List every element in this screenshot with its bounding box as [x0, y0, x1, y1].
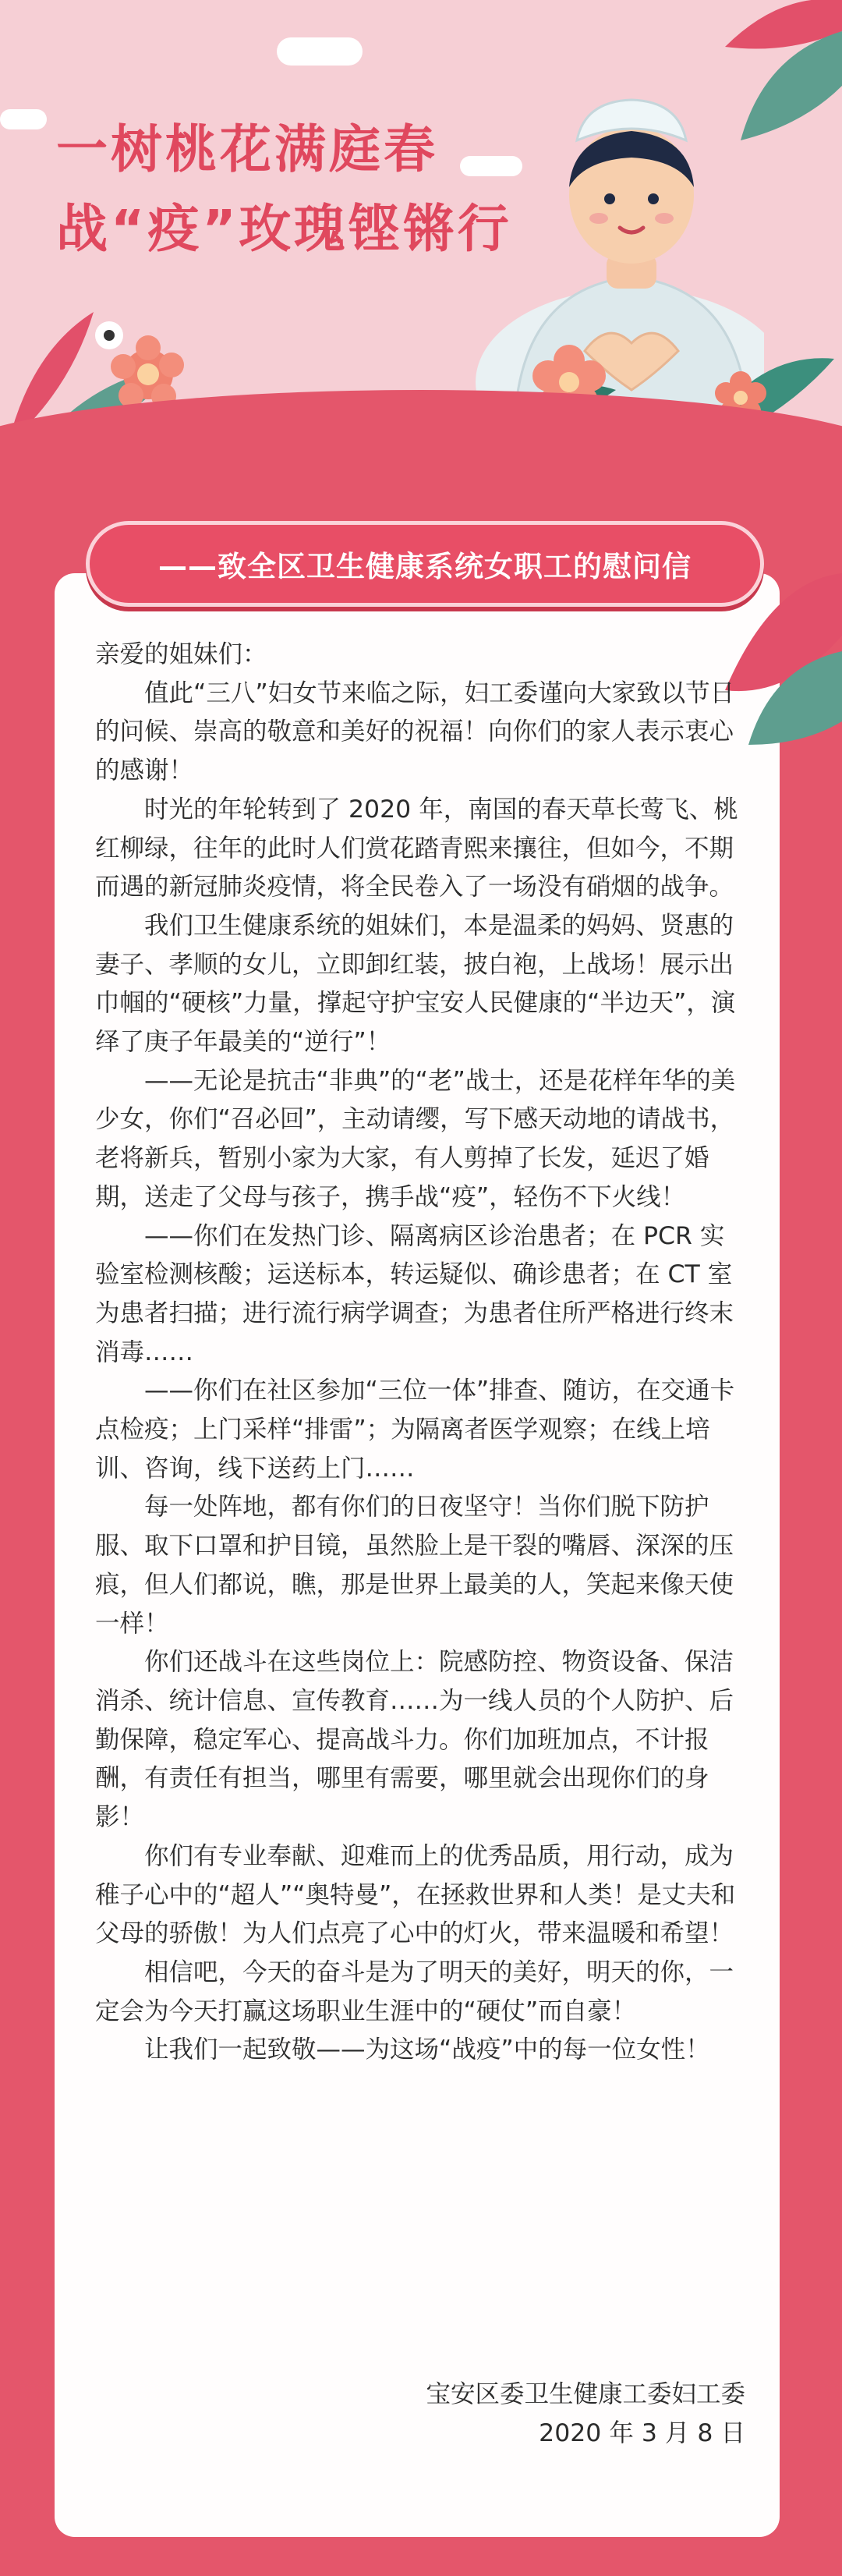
letter-paragraph: 让我们一起致敬——为这场“战疫”中的每一位女性！: [144, 2036, 710, 2064]
header-banner: [0, 0, 842, 499]
letter-paragraph: ——你们在发热门诊、隔离病区诊治患者；在 PCR 实验室检测核酸；运送标本，转运疑似、确诊患者；在 CT 室为患者扫描；进行流行病学调查；为患者住所严格进行终末消毒……: [95, 1221, 734, 1366]
letter-body: [95, 636, 745, 2070]
cloud-decoration: [0, 109, 47, 129]
leaf-icon: [686, 0, 842, 148]
letter-greeting: 亲爱的姐妹们：: [95, 640, 267, 668]
letter-paragraph: 时光的年轮转到了 2020 年，南国的春天草长莺飞、桃红柳绿，往年的此时人们赏花踏青熙来攘往，但如今，不期而遇的新冠肺炎疫情，将全民卷入了一场没有硝烟的战争。: [95, 795, 738, 902]
title-line-1: 一树桃花满庭春: [56, 119, 438, 179]
header-wave: [0, 390, 842, 499]
signature-block: [426, 2375, 745, 2453]
letter-paragraph: 你们还战斗在这些岗位上：院感防控、物资设备、保洁消杀、统计信息、宣传教育……为一线人员的个人防护、后勤保障，稳定军心、提高战斗力。你们加班加点，不计报酬，有责任有担当，哪里有需要，哪里就会出现你们的身影！: [95, 1648, 734, 1832]
letter-paragraph: 我们卫生健康系统的姐妹们，本是温柔的妈妈、贤惠的妻子、孝顺的女儿，立即卸红装，披白袍，上战场！展示出巾帼的“硬核”力量，撑起守护宝安人民健康的“半边天”，演绎了庚子年最美的“逆行”！: [95, 911, 736, 1057]
letter-paragraph: ——你们在社区参加“三位一体”排查、随访，在交通卡点检疫；上门采样“排雷”；为隔离者医学观察；在线上培训、咨询，线下送药上门……: [95, 1377, 735, 1483]
letter-paragraph: 相信吧，今天的奋斗是为了明天的美好，明天的你，一定会为今天打赢这场职业生涯中的“硬仗”而自豪！: [95, 1958, 734, 2025]
letter-paragraph: 你们有专业奉献、迎难而上的优秀品质，用行动，成为稚子心中的“超人”“奥特曼”，在拯救世界和人类！是丈夫和父母的骄傲！为人们点亮了心中的灯火，带来温暖和希望！: [95, 1841, 736, 1948]
cloud-decoration: [277, 37, 363, 66]
signature-date: 2020 年 3 月 8 日: [539, 2419, 745, 2447]
title-line-2: 战“疫”玫瑰铿锵行: [56, 199, 512, 259]
letter-paragraph: 值此“三八”妇女节来临之际，妇工委谨向大家致以节日的问候、崇高的敬意和美好的祝福！向你们的家人表示衷心的感谢！: [95, 679, 735, 785]
letter-paragraph: 每一处阵地，都有你们的日夜坚守！当你们脱下防护服、取下口罩和护目镜，虽然脸上是干裂的嘴唇、深深的压痕，但人们都说，瞧，那是世界上最美的人，笑起来像天使一样！: [95, 1493, 734, 1638]
letter-paragraph: ——无论是抗击“非典”的“老”战士，还是花样年华的美少女，你们“召必回”，主动请缨，写下感天动地的请战书，老将新兵，暂别小家为大家，有人剪掉了长发，延迟了婚期，送走了父母与孩子，携手战“疫”，轻伤不下火线！: [95, 1066, 736, 1211]
subtitle-banner: [86, 521, 764, 607]
subtitle-text: ——致全区卫生健康系统女职工的慰问信: [158, 550, 692, 583]
signature-org: 宝安区委卫生健康工委妇工委: [426, 2380, 745, 2408]
